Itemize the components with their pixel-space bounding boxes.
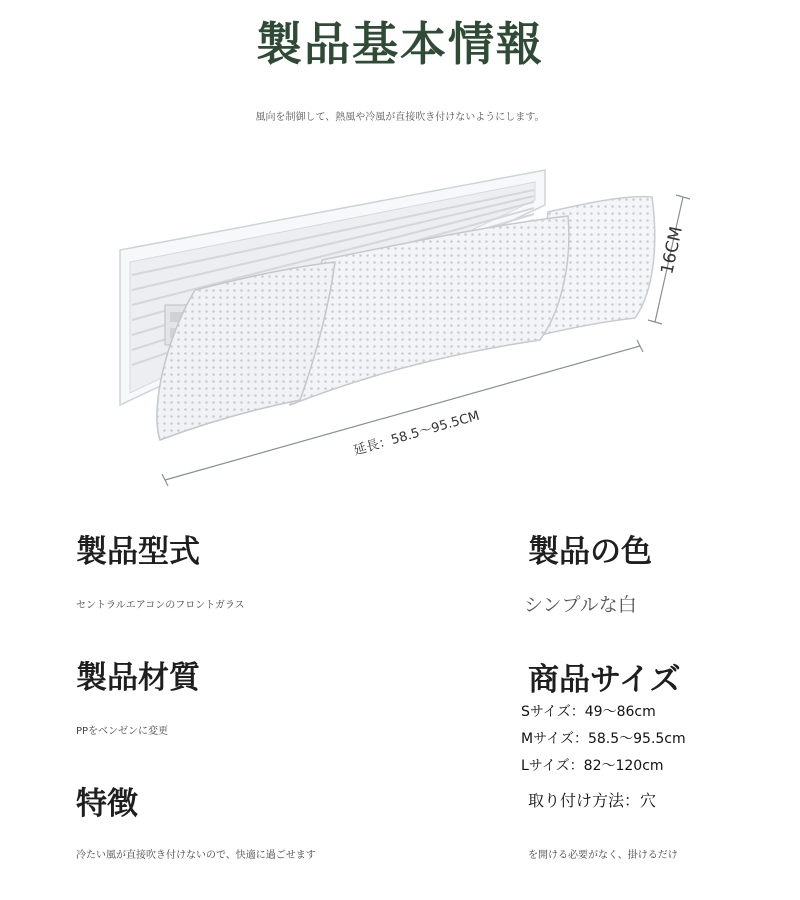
size-item-m: Mサイズ：58.5～95.5cm	[521, 731, 686, 747]
install-method: 取り付け方法：穴	[528, 791, 657, 810]
page-title: 製品基本情報	[256, 17, 544, 71]
model-text: セントラルエアコンのフロントガラス	[76, 600, 245, 611]
material-text: PPをベンゼンに変更	[76, 726, 169, 737]
color-heading: 製品の色	[528, 534, 652, 570]
page-subtitle: 風向を制御して、熱風や冷風が直接吹き付けないようにします。	[255, 112, 545, 123]
size-item-l: Lサイズ：82～120cm	[521, 758, 664, 774]
feature-heading: 特徴	[76, 786, 138, 822]
height-label: 16CM	[657, 224, 687, 277]
size-item-s: Sサイズ：49～86cm	[521, 704, 656, 720]
feature-text: 冷たい風が直接吹き付けないので、快適に過ごせます	[76, 850, 316, 861]
model-heading: 製品型式	[76, 534, 200, 570]
install-text: を開ける必要がなく、掛けるだけ	[528, 850, 678, 861]
size-heading: 商品サイズ	[528, 662, 681, 698]
length-label: 延長：58.5～95.5CM	[351, 408, 482, 459]
color-text: シンプルな白	[524, 594, 637, 616]
material-heading: 製品材質	[76, 660, 200, 696]
